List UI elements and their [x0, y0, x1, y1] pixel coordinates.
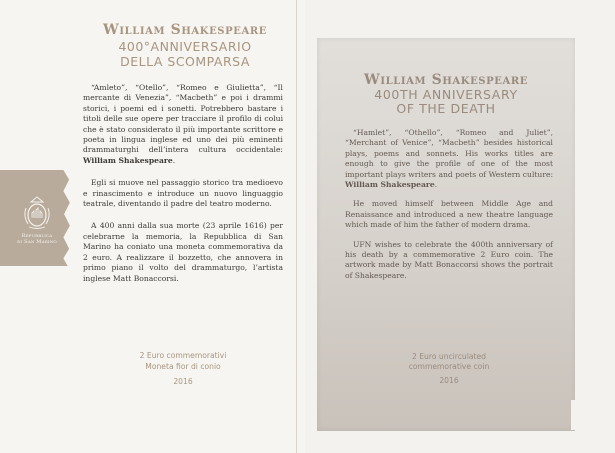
right-subtitle-1: 400TH ANNIVERSARY [374, 87, 518, 102]
right-footer [345, 352, 553, 386]
left-subtitle-1: 400°ANNIVERSARIO [118, 39, 252, 54]
san-marino-coat-of-arms-icon [22, 196, 52, 230]
right-paragraph-2: He moved himself between Middle Age and Renaissance and introduced a new theatre language which made of him the father of modern drama. [345, 199, 553, 230]
left-paragraph-1-bold: William Shakespeare [83, 155, 173, 165]
left-footer [83, 350, 283, 387]
left-paragraph-1-text: “Amleto”, “Otello”, “Romeo e Giulietta”, “Il mercante di Venezia”, “Macbeth” e poi i drammi storici, i poemi ed i sonetti. Potrebbero bastare i titoli delle sue opere per tracciare il profilo di colui che è stato considerato il più importante scrittore e poeta in lingua inglese ed uno dei più eminenti drammaturghi dell’intera cultura occidentale: [83, 83, 283, 155]
left-paragraph-1-end: . [172, 155, 176, 165]
emblem-line-1: Repubblica [21, 233, 53, 239]
right-footer-line-1: 2 Euro uncirculated [412, 352, 486, 361]
left-footer-line-2: Moneta fior di conio [145, 362, 221, 371]
right-body [345, 128, 553, 290]
right-paragraph-1-text: “Hamlet”, “Othello”, “Romeo and Juliet”, “Merchant of Venice”, “Macbeth” besides historical plays, poems and sonnets. His works titles are enough to give the profile of one of the most important plays writers and poets of Western culture: [345, 128, 553, 179]
right-title: William Shakespeare [364, 72, 528, 88]
right-paragraph-1 [345, 128, 553, 190]
left-footer-year: 2016 [173, 377, 193, 386]
left-title: William Shakespeare [103, 22, 267, 38]
left-subtitle-2: DELLA SCOMPARSA [120, 54, 250, 69]
right-footer-year: 2016 [439, 376, 459, 385]
left-paragraph-2: Egli si muove nel passaggio storico tra medioevo e rinascimento e introduce un nuovo linguaggio teatrale, diventando il padre del teatro moderno. [83, 178, 283, 209]
left-paragraph-3: A 400 anni dalla sua morte (23 aprile 1616) per celebrarne la memoria, la Repubblica di San Marino ha coniato una moneta commemorativa da 2 euro. A realizzare il bozzetto, che annovera in primo piano il volto del drammaturgo, l’artista inglese Matt Bonaccorsi. [83, 221, 283, 283]
emblem-label [8, 233, 66, 245]
left-paragraph-1 [83, 83, 283, 166]
right-paragraph-3: UFN wishes to celebrate the 400th anniversary of his death by a commemorative 2 Euro coin. The artwork made by Matt Bonaccorsi shows the portrait of Shakespeare. [345, 239, 553, 280]
emblem-line-2: di San Marino [17, 239, 57, 245]
right-footer-line-2: commemorative coin [408, 362, 490, 371]
right-title-block [330, 72, 562, 116]
right-card-notch [571, 400, 615, 430]
left-footer-line-1: 2 Euro commemorativi [139, 351, 227, 360]
right-paragraph-1-end: . [434, 180, 438, 190]
right-subtitle-2: OF THE DEATH [396, 101, 496, 116]
right-paragraph-1-bold: William Shakespeare [345, 180, 435, 190]
left-body [83, 83, 283, 296]
fold-line [296, 0, 297, 453]
left-title-block [80, 22, 290, 69]
